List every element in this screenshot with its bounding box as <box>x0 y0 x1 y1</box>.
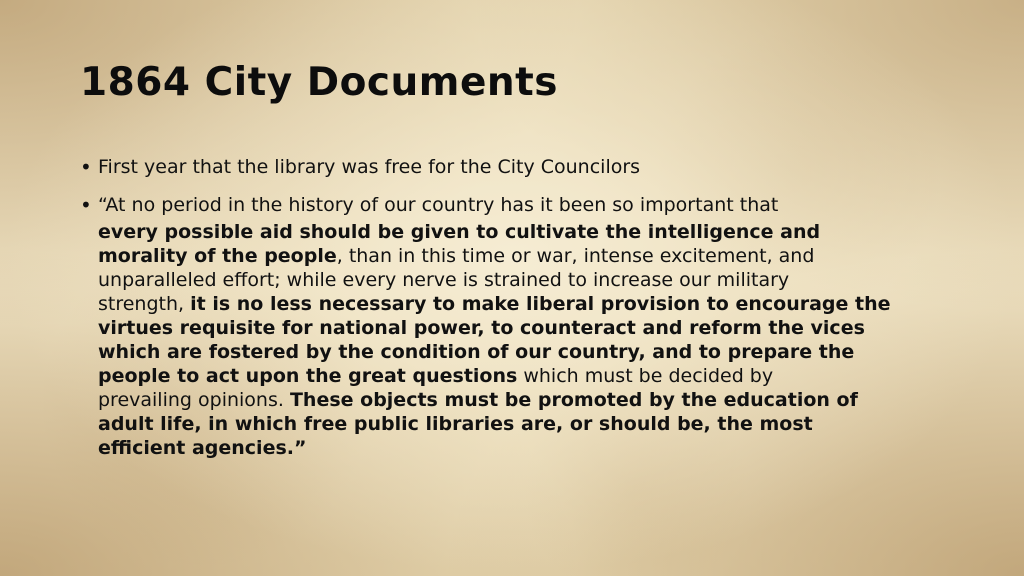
quote-line <box>98 364 960 388</box>
quote-line <box>98 292 960 316</box>
bullet-item-library-free <box>80 152 960 182</box>
bullet-item-quote <box>80 190 960 460</box>
quote-text <box>98 190 960 460</box>
quote-emphasis: every possible aid should be given to cultivate the intelligence and <box>98 221 821 243</box>
quote-emphasis: it is no less necessary to make liberal provision to encourage the <box>190 293 891 315</box>
bullet-list <box>80 152 960 468</box>
quote-run: which must be decided by <box>517 365 774 387</box>
quote-line <box>98 268 960 292</box>
quote-run: prevailing opinions. <box>98 389 290 411</box>
quote-line <box>98 388 960 412</box>
quote-emphasis: people to act upon the great questions <box>98 365 518 387</box>
quote-emphasis: efficient agencies.” <box>98 437 307 459</box>
bullet-marker: • <box>80 155 92 179</box>
quote-line <box>98 436 960 460</box>
quote-line <box>98 412 960 436</box>
quote-emphasis: which are fostered by the condition of our country, and to prepare the <box>98 341 855 363</box>
quote-emphasis: morality of the people <box>98 245 337 267</box>
slide-title: 1864 City Documents <box>80 60 559 105</box>
quote-line <box>98 190 960 220</box>
quote-run: , than in this time or war, intense excitement, and <box>336 245 815 267</box>
quote-run: unparalleled effort; while every nerve is strained to increase our military <box>98 269 790 291</box>
quote-run: “At no period in the history of our country has it been so important that <box>98 194 779 216</box>
quote-line <box>98 244 960 268</box>
quote-line <box>98 340 960 364</box>
bullet-text: First year that the library was free for the City Councilors <box>98 156 641 178</box>
quote-run: strength, <box>98 293 191 315</box>
bullet-marker: • <box>80 193 92 217</box>
quote-line <box>98 316 960 340</box>
quote-emphasis: virtues requisite for national power, to counteract and reform the vices <box>98 317 865 339</box>
quote-emphasis: These objects must be promoted by the education of <box>289 389 858 411</box>
quote-emphasis: adult life, in which free public libraries are, or should be, the most <box>98 413 813 435</box>
quote-line <box>98 220 960 244</box>
